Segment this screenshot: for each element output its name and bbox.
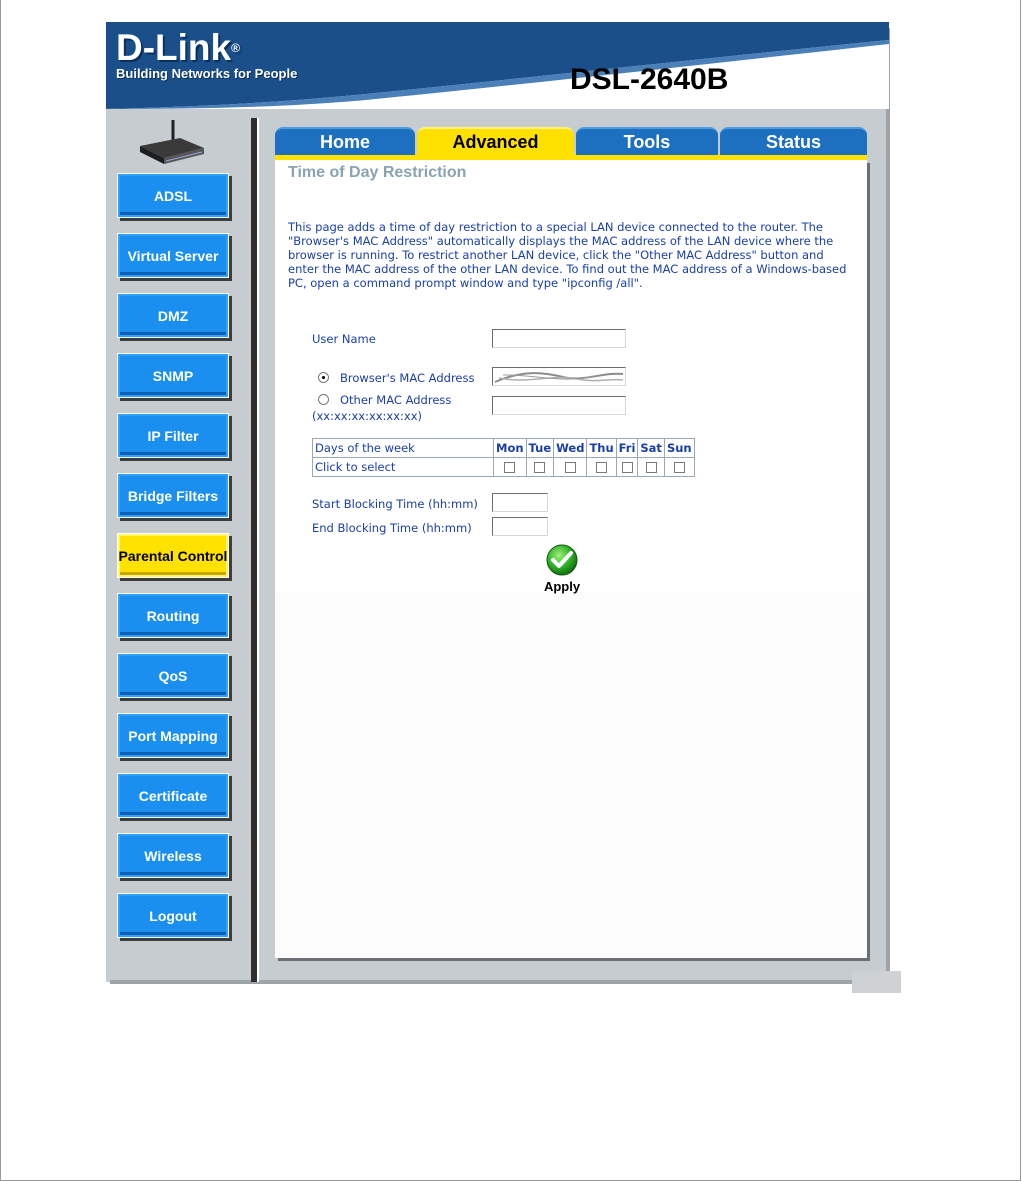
sidebar-item-port-mapping[interactable]: Port Mapping <box>117 713 229 758</box>
sidebar-item-certificate[interactable]: Certificate <box>117 773 229 818</box>
sidebar-divider <box>251 118 259 982</box>
panel-lower-area <box>275 592 867 958</box>
start-time-input[interactable] <box>492 493 548 512</box>
day-mon: Mon <box>494 439 527 458</box>
sidebar-item-ip-filter[interactable]: IP Filter <box>117 413 229 458</box>
day-wed: Wed <box>554 439 587 458</box>
day-tue: Tue <box>526 439 554 458</box>
logo-tagline: Building Networks for People <box>116 66 298 81</box>
sidebar-item-snmp[interactable]: SNMP <box>117 353 229 398</box>
sidebar-item-qos[interactable]: QoS <box>117 653 229 698</box>
days-label: Days of the week <box>313 439 494 458</box>
router-icon <box>136 118 206 170</box>
redacted-mac-graphic <box>493 368 626 386</box>
browser-mac-label: Browser's MAC Address <box>340 371 475 385</box>
tab-advanced[interactable]: Advanced <box>417 127 574 155</box>
other-mac-input[interactable] <box>492 396 626 415</box>
day-fri: Fri <box>616 439 638 458</box>
sidebar-item-parental-control[interactable]: Parental Control <box>117 533 229 578</box>
browser-mac-field <box>492 367 626 386</box>
frame-corner-tab <box>852 971 901 993</box>
days-of-week-table <box>312 438 695 477</box>
start-time-label: Start Blocking Time (hh:mm) <box>312 497 478 511</box>
checkbox-tue[interactable] <box>534 462 545 473</box>
frame-shadow-bottom <box>110 980 890 984</box>
end-time-label: End Blocking Time (hh:mm) <box>312 521 472 535</box>
page-title: Time of Day Restriction <box>288 164 467 181</box>
sidebar-item-virtual-server[interactable]: Virtual Server <box>117 233 229 278</box>
frame-shadow-right <box>886 28 890 984</box>
tab-home[interactable]: Home <box>275 127 415 155</box>
user-name-input[interactable] <box>492 329 626 348</box>
model-name: DSL-2640B <box>570 63 729 96</box>
other-mac-label: Other MAC Address <box>340 393 452 407</box>
checkbox-sun[interactable] <box>674 462 685 473</box>
checkmark-icon <box>545 544 579 576</box>
end-time-input[interactable] <box>492 517 548 536</box>
sidebar-item-routing[interactable]: Routing <box>117 593 229 638</box>
click-to-select-label: Click to select <box>313 458 494 477</box>
sidebar-item-wireless[interactable]: Wireless <box>117 833 229 878</box>
day-sat: Sat <box>638 439 665 458</box>
checkbox-wed[interactable] <box>565 462 576 473</box>
sidebar-item-adsl[interactable]: ADSL <box>117 173 229 218</box>
tab-tools[interactable]: Tools <box>576 127 718 155</box>
page-description: This page adds a time of day restriction to a special LAN device connected to the router. The "Browser's MAC Address" automatically displays the MAC address of the LAN device where the browser is running. To restrict another LAN device, click the "Other MAC Address" button and enter the MAC address of the other LAN device. To find out the MAC address of a Windows-based PC, open a command prompt window and type "ipconfig /all". <box>288 220 847 290</box>
other-mac-format: (xx:xx:xx:xx:xx:xx) <box>312 409 423 423</box>
sidebar-item-logout[interactable]: Logout <box>117 893 229 938</box>
sidebar-item-dmz[interactable]: DMZ <box>117 293 229 338</box>
sidebar-item-bridge-filters[interactable]: Bridge Filters <box>117 473 229 518</box>
checkbox-fri[interactable] <box>622 462 633 473</box>
day-thu: Thu <box>587 439 616 458</box>
user-name-label: User Name <box>312 332 376 346</box>
apply-button[interactable] <box>541 544 583 594</box>
apply-label: Apply <box>543 579 581 594</box>
checkbox-sat[interactable] <box>646 462 657 473</box>
checkbox-mon[interactable] <box>504 462 515 473</box>
content-panel <box>275 160 867 958</box>
browser-mac-radio[interactable] <box>318 372 329 383</box>
other-mac-radio[interactable] <box>318 394 329 405</box>
tab-status[interactable]: Status <box>720 127 867 155</box>
dlink-logo: D-Link® Building Networks for People <box>116 27 298 81</box>
day-sun: Sun <box>664 439 694 458</box>
checkbox-thu[interactable] <box>596 462 607 473</box>
top-tabs <box>275 127 867 161</box>
